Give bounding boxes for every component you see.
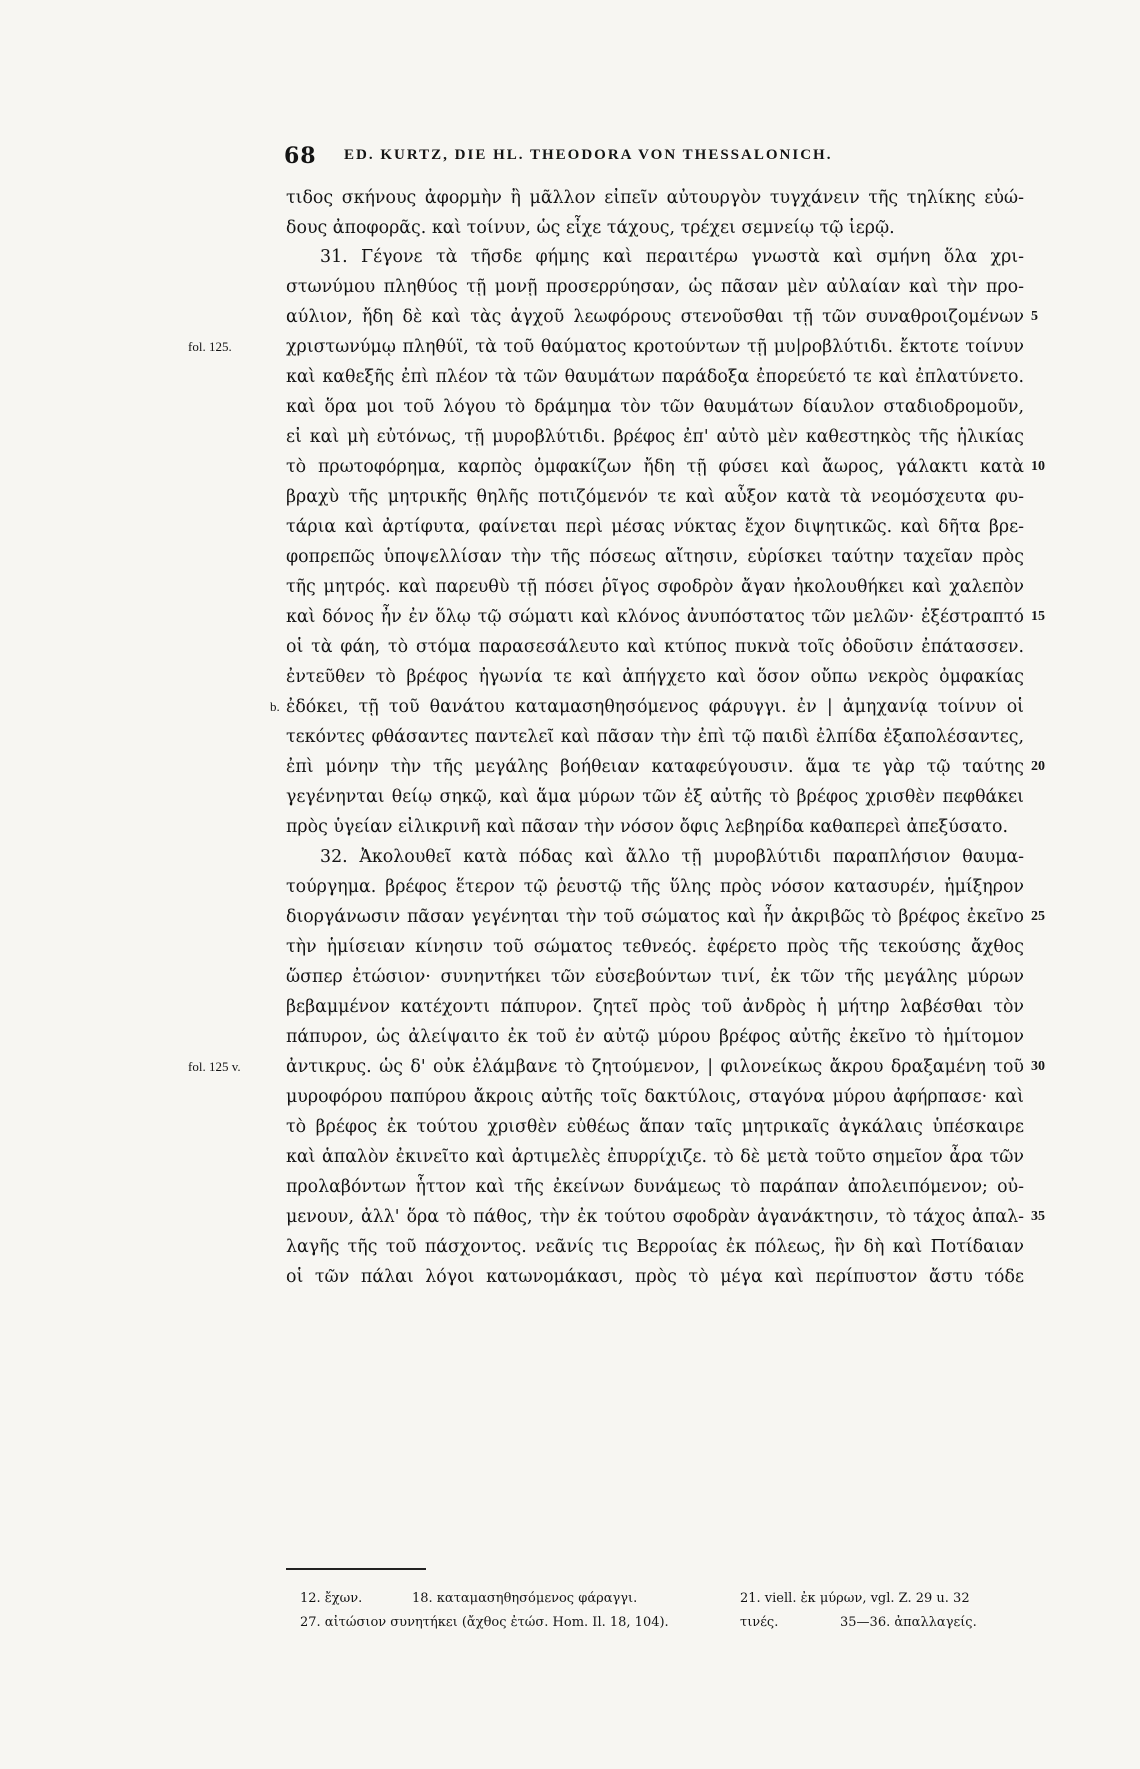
margin-note-folio-b: b. xyxy=(270,699,280,714)
text-line: ἐντεῦθεν τὸ βρέφος ἠγωνία τε καὶ ἀπήγχετο καὶ ὅσον οὔπω νεκρὸς ὀμφακίας xyxy=(286,667,1024,687)
footnote: 18. καταμασηθησόμενος φάραγγι. xyxy=(412,1591,638,1606)
text-line: τὸ πρωτοφόρημα, καρπὸς ὀμφακίζων ἤδη τῇ φύσει καὶ ἄωρος, γάλακτι κατὰ xyxy=(286,457,1024,477)
line-number: 25 xyxy=(1031,909,1045,924)
text-line: μυροφόρου παπύρου ἄκροις αὐτῆς τοῖς δακτύλοις, σταγόνα μύρου ἀφήρπασε· καὶ xyxy=(286,1087,1024,1107)
text-line: τεκόντες φθάσαντες παντελεῖ καὶ πᾶσαν τὴν ἐπὶ τῷ παιδὶ ἐλπίδα ἐξαπολέσαντες, xyxy=(286,727,1024,747)
text-line: τὸ βρέφος ἐκ τούτου χρισθὲν εὐθέως ἅπαν ταῖς μητρικαῖς ἀγκάλαις ὑπέσκαιρε xyxy=(286,1117,1024,1137)
text-line: καὶ καθεξῆς ἐπὶ πλέον τὰ τῶν θαυμάτων παράδοξα ἐπορεύετό τε καὶ ἐπλατύνετο. xyxy=(286,367,1024,387)
text-line: καὶ ἁπαλὸν ἐκινεῖτο καὶ ἀρτιμελὲς ἐπυρρίχιζε. τὸ δὲ μετὰ τοῦτο σημεῖον ἆρα τῶν xyxy=(286,1147,1024,1167)
running-title: ED. KURTZ, DIE HL. THEODORA VON THESSALONICH. xyxy=(344,147,833,163)
text-line: ὥσπερ ἐτώσιον· συνηντήκει τῶν εὐσεβούντων τινί, ἐκ τῶν τῆς μεγάλης μύρων xyxy=(286,967,1024,987)
line-number: 35 xyxy=(1031,1209,1045,1224)
text-line: λαγῆς τῆς τοῦ πάσχοντος. νεᾶνίς τις Βερροίας ἐκ πόλεως, ἣν δὴ καὶ Ποτίδαιαν xyxy=(286,1237,1024,1257)
text-line: τῆς μητρός. καὶ παρευθὺ τῇ πόσει ῥῖγος σφοδρὸν ἄγαν ἠκολουθήκει καὶ χαλεπὸν xyxy=(286,577,1024,597)
text-line: 32. Ἀκολουθεῖ κατὰ πόδας καὶ ἄλλο τῇ μυροβλύτιδι παραπλήσιον θαυμα- xyxy=(320,847,1024,867)
text-line: οἱ τῶν πάλαι λόγοι κατωνομάκασι, πρὸς τὸ μέγα καὶ περίπυστον ἄστυ τόδε xyxy=(286,1267,1024,1287)
text-line: χριστωνύμῳ πληθύϊ, τὰ τοῦ θαύματος κροτούντων τῇ μυ|ροβλύτιδι. ἔκτοτε τοίνυν xyxy=(286,337,1024,357)
text-line: γεγένηνται θείῳ σηκῷ, καὶ ἅμα μύρων τῶν ἐξ αὐτῆς τὸ βρέφος χρισθὲν πεφθάκει xyxy=(286,787,1024,807)
text-line: τὴν ἡμίσειαν κίνησιν τοῦ σώματος τεθνεός. ἐφέρετο πρὸς τῆς τεκούσης ἄχθος xyxy=(286,937,1024,957)
page-number: 68 xyxy=(284,143,317,169)
page-header xyxy=(284,143,1024,177)
margin-note-folio: fol. 125. xyxy=(188,339,232,354)
line-number: 5 xyxy=(1031,309,1038,324)
text-line: τάρια καὶ ἀρτίφυτα, φαίνεται περὶ μέσας νύκτας ἔχον διψητικῶς. καὶ δῆτα βρε- xyxy=(286,517,1024,537)
footnote: 21. viell. ἐκ μύρων, vgl. Z. 29 u. 32 xyxy=(740,1591,970,1606)
text-line: εἰ καὶ μὴ εὐτόνως, τῇ μυροβλύτιδι. βρέφος ἐπ' αὐτὸ μὲν καθεστηκὸς τῆς ἡλικίας xyxy=(286,427,1024,447)
footnote-row xyxy=(300,1612,1020,1634)
text-line: ἀντικρυς. ὡς δ' οὐκ ἐλάμβανε τὸ ζητούμενον, | φιλονείκως ἄκρου δραξαμένη τοῦ xyxy=(286,1057,1024,1077)
footnote: 12. ἔχων. xyxy=(300,1591,363,1606)
text-line: πάπυρον, ὡς ἀλείψαιτο ἐκ τοῦ ἐν αὐτῷ μύρου βρέφος αὐτῆς ἐκεῖνο τὸ ἡμίτομον xyxy=(286,1027,1024,1047)
line-number: 10 xyxy=(1031,459,1045,474)
text-line: πρὸς ὑγείαν εἰλικρινῆ καὶ πᾶσαν τὴν νόσον ὄφις λεβηρίδα καθαπερεὶ ἀπεξύσατο. xyxy=(286,817,1009,837)
text-line: ἐπὶ μόνην τὴν τῆς μεγάλης βοήθειαν καταφεύγουσιν. ἅμα τε γὰρ τῷ ταύτης xyxy=(286,757,1024,777)
text-line: 31. Γέγονε τὰ τῆσδε φήμης καὶ περαιτέρω γνωστὰ καὶ σμήνη ὅλα χρι- xyxy=(320,247,1024,267)
text-line: καὶ δόνος ἦν ἐν ὅλῳ τῷ σώματι καὶ κλόνος ἀνυπόστατος τῶν μελῶν· ἐξέστραπτό xyxy=(286,607,1024,627)
text-line: βραχὺ τῆς μητρικῆς θηλῆς ποτιζόμενόν τε καὶ αὖξον κατὰ τὰ νεομόσχευτα φυ- xyxy=(286,487,1024,507)
footnote: τινές. xyxy=(740,1615,779,1630)
footnote: 35—36. ἀπαλλαγείς. xyxy=(840,1615,977,1630)
text-line: στωνύμου πληθύος τῇ μονῇ προσερρύησαν, ὡς πᾶσαν μὲν αὐλαίαν καὶ τὴν προ- xyxy=(286,277,1024,297)
text-line: διοργάνωσιν πᾶσαν γεγένηται τὴν τοῦ σώματος καὶ ἦν ἀκριβῶς τὸ βρέφος ἐκεῖνο xyxy=(286,907,1024,927)
text-line: βεβαμμένον κατέχοντι πάπυρον. ζητεῖ πρὸς τοῦ ἀνδρὸς ἡ μήτηρ λαβέσθαι τὸν xyxy=(286,997,1024,1017)
text-line: μενουν, ἀλλ' ὅρα τὸ πάθος, τὴν ἐκ τούτου σφοδρὰν ἀγανάκτησιν, τὸ τάχος ἀπαλ- xyxy=(286,1207,1024,1227)
text-line: δους ἀποφορᾶς. καὶ τοίνυν, ὡς εἶχε τάχους, τρέχει σεμνείῳ τῷ ἱερῷ. xyxy=(286,218,895,238)
text-line: οἱ τὰ φάη, τὸ στόμα παρασεσάλευτο καὶ κτύπος πυκνὰ τοῖς ὀδοῦσιν ἐπάτασσεν. xyxy=(286,637,1024,657)
line-number: 20 xyxy=(1031,759,1045,774)
footnote-divider xyxy=(286,1568,426,1570)
text-line: αύλιον, ἤδη δὲ καὶ τὰς ἀγχοῦ λεωφόρους στενοῦσθαι τῇ τῶν συναθροιζομένων xyxy=(286,307,1024,327)
text-line: προλαβόντων ἧττον καὶ τῆς ἐκείνων δυνάμεως τὸ παράπαν ἀπολειπόμενον; οὐ- xyxy=(286,1177,1024,1197)
footnote-row xyxy=(300,1588,1020,1610)
text-line: φοπρεπῶς ὑποψελλίσαν τὴν τῆς πόσεως αἴτησιν, εὑρίσκει ταύτην ταχεῖαν πρὸς xyxy=(286,547,1024,567)
text-line: τούργημα. βρέφος ἕτερον τῷ ῥευστῷ τῆς ὕλης πρὸς νόσον κατασυρέν, ἡμίξηρον xyxy=(286,877,1024,897)
text-line: καὶ ὅρα μοι τοῦ λόγου τὸ δράμημα τὸν τῶν θαυμάτων δίαυλον σταδιοδρομοῦν, xyxy=(286,397,1024,417)
margin-note-folio-verso: fol. 125 v. xyxy=(188,1059,241,1074)
line-number: 30 xyxy=(1031,1059,1045,1074)
footnote: 27. αἰτώσιον συνητήκει (ἄχθος ἐτώσ. Hom. Il. 18, 104). xyxy=(300,1615,669,1630)
line-number: 15 xyxy=(1031,609,1045,624)
text-line: ἐδόκει, τῇ τοῦ θανάτου καταμασηθησόμενος φάρυγγι. ἐν | ἀμηχανίᾳ τοίνυν οἱ xyxy=(286,697,1024,717)
text-line: τιδος σκήνους ἀφορμὴν ἢ μᾶλλον εἰπεῖν αὐτουργὸν τυγχάνειν τῆς τηλίκης εὐώ- xyxy=(286,188,1024,208)
